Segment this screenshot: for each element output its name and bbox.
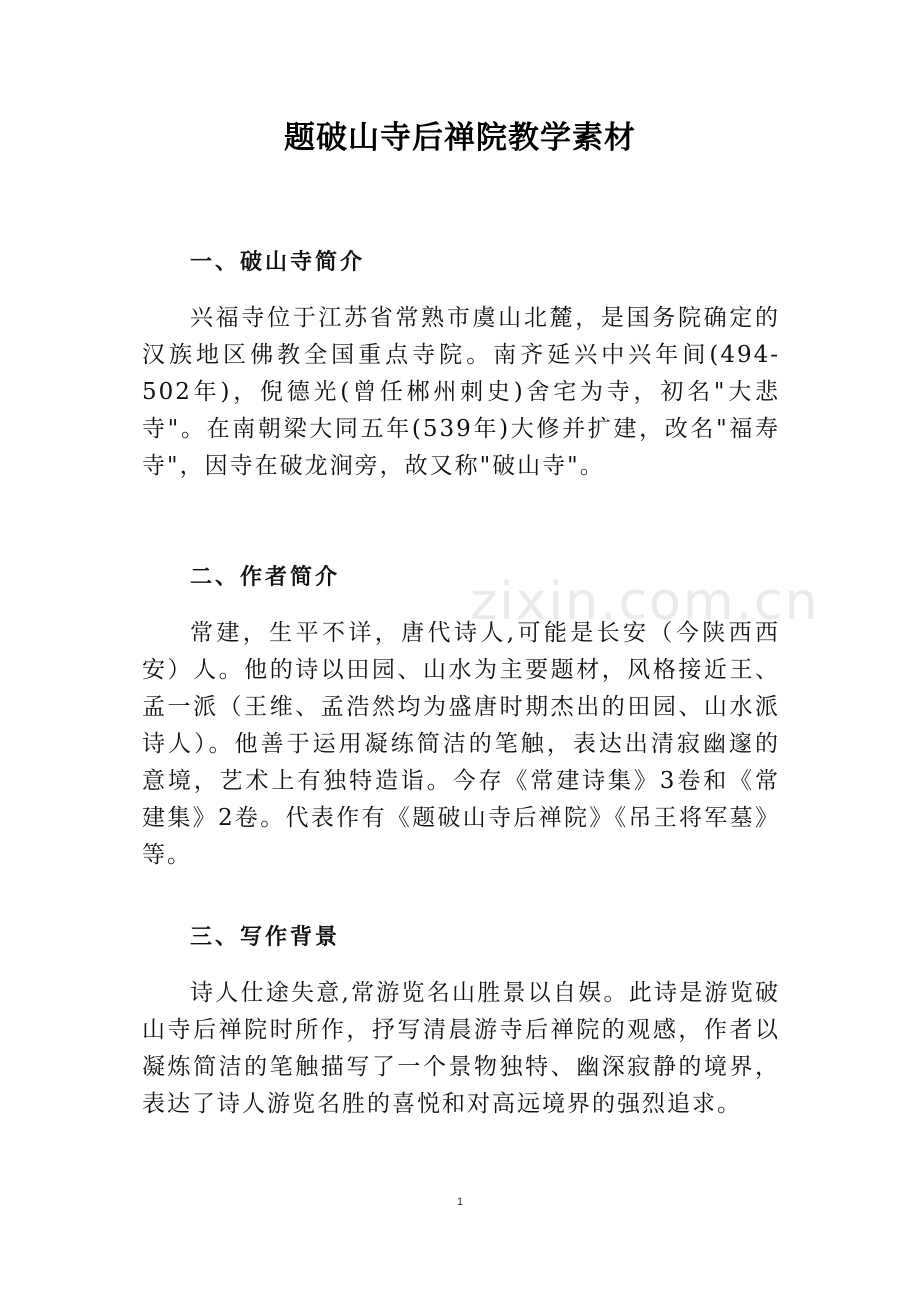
section-paragraph-2: 常建，生平不详，唐代诗人,可能是长安（今陕西西安）人。他的诗以田园、山水为主要题材，风格接近王、孟一派（王维、孟浩然均为盛唐时期杰出的田园、山水派诗人）。他善于运用凝练简洁的笔触，表达出清寂幽邃的意境，艺术上有独特造诣。今存《常建诗集》3卷和《常建集》2卷。代表作有《题破山寺后禅院》《吊王将军墓》等。 bbox=[142, 620, 780, 868]
section-heading-3: 三、写作背景 bbox=[190, 925, 341, 950]
section-paragraph-3: 诗人仕途失意,常游览名山胜景以自娱。此诗是游览破山寺后禅院时所作，抒写清晨游寺后禅院的观感，作者以凝炼简洁的笔触描写了一个景物独特、幽深寂静的境界，表达了诗人游览名胜的喜悦和对高远境界的强烈追求。 bbox=[142, 980, 780, 1117]
section-paragraph-1: 兴福寺位于江苏省常熟市虞山北麓，是国务院确定的汉族地区佛教全国重点寺院。南齐延兴中兴年间(494-502年)，倪德光(曾任郴州刺史)舍宅为寺，初名"大悲寺"。在南朝梁大同五年(539年)大修并扩建，改名"福寿寺"，因寺在破龙涧旁，故又称"破山寺"。 bbox=[142, 305, 780, 479]
section-heading-2: 二、作者简介 bbox=[190, 565, 341, 590]
page-number: 1 bbox=[456, 1196, 464, 1208]
section-heading-1: 一、破山寺简介 bbox=[190, 250, 366, 275]
page-title: 题破山寺后禅院教学素材 bbox=[284, 120, 636, 156]
watermark: zixin.com.cn bbox=[470, 572, 820, 632]
